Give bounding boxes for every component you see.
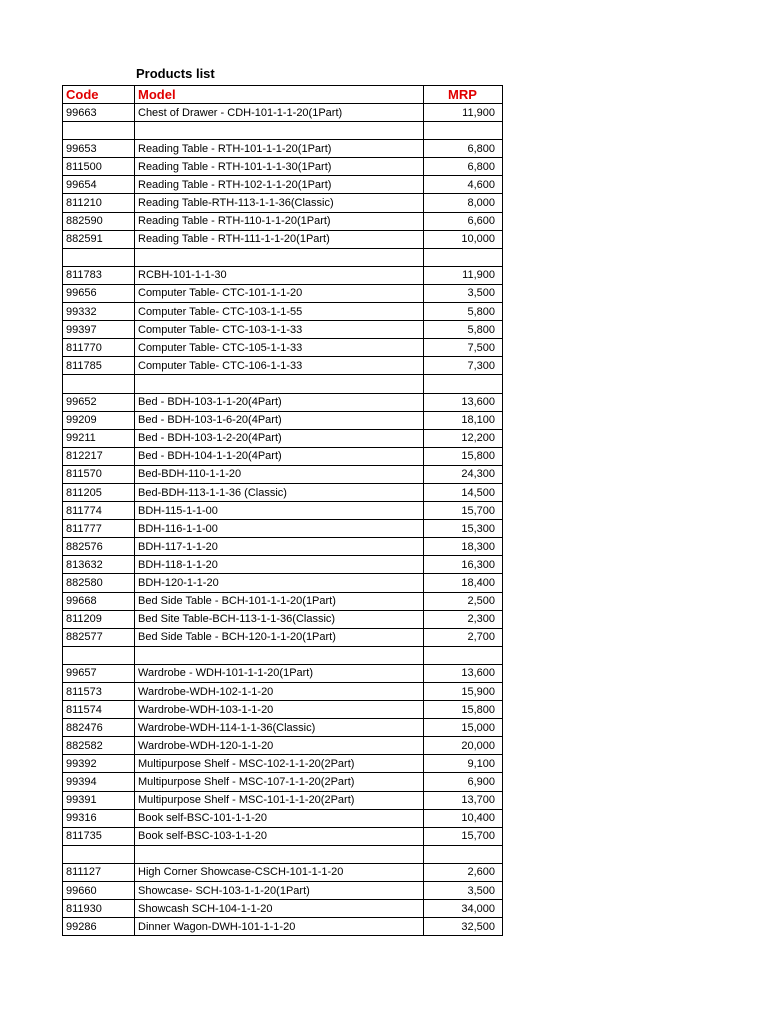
table-row (63, 339, 503, 357)
cell-mrp: 3,500 (424, 882, 503, 900)
cell-code: 811783 (63, 266, 135, 284)
cell-mrp: 18,400 (424, 574, 503, 592)
cell-model (135, 845, 424, 863)
cell-code: 811930 (63, 900, 135, 918)
table-row-blank (63, 248, 503, 266)
table-row (63, 538, 503, 556)
cell-model: High Corner Showcase-CSCH-101-1-1-20 (135, 863, 424, 881)
cell-mrp: 12,200 (424, 429, 503, 447)
cell-code (63, 122, 135, 140)
table-row (63, 411, 503, 429)
cell-mrp: 6,900 (424, 773, 503, 791)
cell-code (63, 248, 135, 266)
cell-code: 811127 (63, 863, 135, 881)
table-row (63, 900, 503, 918)
table-row (63, 755, 503, 773)
table-row (63, 863, 503, 881)
cell-code: 99656 (63, 284, 135, 302)
cell-model: Reading Table - RTH-111-1-1-20(1Part) (135, 230, 424, 248)
cell-model: Reading Table-RTH-113-1-1-36(Classic) (135, 194, 424, 212)
table-row (63, 791, 503, 809)
table-row-blank (63, 646, 503, 664)
header-code: Code (63, 86, 135, 104)
cell-mrp: 2,700 (424, 628, 503, 646)
page-title: Products list (136, 66, 215, 81)
cell-code: 882576 (63, 538, 135, 556)
cell-code: 99397 (63, 321, 135, 339)
cell-mrp: 15,700 (424, 502, 503, 520)
table-row (63, 664, 503, 682)
cell-model (135, 375, 424, 393)
cell-code: 99653 (63, 140, 135, 158)
cell-mrp: 32,500 (424, 918, 503, 936)
cell-code: 882577 (63, 628, 135, 646)
table-row (63, 357, 503, 375)
table-row (63, 393, 503, 411)
table-row (63, 719, 503, 737)
cell-model: Wardrobe - WDH-101-1-1-20(1Part) (135, 664, 424, 682)
cell-code: 99286 (63, 918, 135, 936)
products-table (62, 85, 503, 936)
cell-code: 811735 (63, 827, 135, 845)
cell-model (135, 646, 424, 664)
cell-mrp: 6,800 (424, 140, 503, 158)
table-row (63, 882, 503, 900)
cell-mrp: 7,500 (424, 339, 503, 357)
cell-mrp: 15,300 (424, 520, 503, 538)
header-mrp: MRP (424, 86, 503, 104)
table-row (63, 701, 503, 719)
cell-model: BDH-120-1-1-20 (135, 574, 424, 592)
table-row (63, 520, 503, 538)
cell-code: 811770 (63, 339, 135, 357)
cell-model: Book self-BSC-103-1-1-20 (135, 827, 424, 845)
cell-mrp: 18,300 (424, 538, 503, 556)
table-row (63, 809, 503, 827)
table-row (63, 827, 503, 845)
cell-code: 882580 (63, 574, 135, 592)
cell-code: 99654 (63, 176, 135, 194)
cell-model (135, 248, 424, 266)
cell-mrp: 16,300 (424, 556, 503, 574)
table-row (63, 104, 503, 122)
cell-code: 882590 (63, 212, 135, 230)
cell-mrp: 14,500 (424, 483, 503, 501)
cell-code: 99391 (63, 791, 135, 809)
cell-mrp: 20,000 (424, 737, 503, 755)
cell-model: Bed-BDH-110-1-1-20 (135, 465, 424, 483)
cell-model: Chest of Drawer - CDH-101-1-1-20(1Part) (135, 104, 424, 122)
cell-code: 882582 (63, 737, 135, 755)
cell-model: Computer Table- CTC-106-1-1-33 (135, 357, 424, 375)
cell-mrp (424, 375, 503, 393)
cell-model: Computer Table- CTC-105-1-1-33 (135, 339, 424, 357)
cell-mrp: 2,600 (424, 863, 503, 881)
cell-mrp: 34,000 (424, 900, 503, 918)
cell-mrp: 15,700 (424, 827, 503, 845)
cell-model: Showcase- SCH-103-1-1-20(1Part) (135, 882, 424, 900)
cell-mrp: 15,800 (424, 701, 503, 719)
cell-code: 811570 (63, 465, 135, 483)
header-model: Model (135, 86, 424, 104)
cell-model: BDH-118-1-1-20 (135, 556, 424, 574)
cell-mrp: 5,800 (424, 303, 503, 321)
cell-model: Multipurpose Shelf - MSC-107-1-1-20(2Part) (135, 773, 424, 791)
table-row (63, 140, 503, 158)
table-row (63, 429, 503, 447)
cell-mrp: 13,600 (424, 393, 503, 411)
cell-mrp: 13,600 (424, 664, 503, 682)
cell-mrp: 24,300 (424, 465, 503, 483)
cell-mrp: 15,900 (424, 683, 503, 701)
cell-code: 99660 (63, 882, 135, 900)
cell-code: 811209 (63, 610, 135, 628)
cell-mrp: 11,900 (424, 266, 503, 284)
cell-code: 882591 (63, 230, 135, 248)
cell-model: Bed Site Table-BCH-113-1-1-36(Classic) (135, 610, 424, 628)
cell-code (63, 375, 135, 393)
table-row (63, 158, 503, 176)
cell-model: Wardrobe-WDH-120-1-1-20 (135, 737, 424, 755)
table-row (63, 176, 503, 194)
cell-code (63, 845, 135, 863)
cell-mrp: 18,100 (424, 411, 503, 429)
cell-model: BDH-117-1-1-20 (135, 538, 424, 556)
cell-model: Bed - BDH-104-1-1-20(4Part) (135, 447, 424, 465)
cell-code: 811500 (63, 158, 135, 176)
cell-mrp: 2,300 (424, 610, 503, 628)
cell-mrp: 11,900 (424, 104, 503, 122)
cell-model: RCBH-101-1-1-30 (135, 266, 424, 284)
cell-model (135, 122, 424, 140)
cell-code: 811205 (63, 483, 135, 501)
cell-model: Reading Table - RTH-102-1-1-20(1Part) (135, 176, 424, 194)
table-row (63, 465, 503, 483)
table-row-blank (63, 122, 503, 140)
table-row (63, 574, 503, 592)
table-row (63, 556, 503, 574)
table-row-blank (63, 375, 503, 393)
cell-model: Bed Side Table - BCH-101-1-1-20(1Part) (135, 592, 424, 610)
cell-mrp (424, 122, 503, 140)
cell-code: 99652 (63, 393, 135, 411)
cell-code: 99657 (63, 664, 135, 682)
cell-model: Reading Table - RTH-101-1-1-30(1Part) (135, 158, 424, 176)
cell-mrp: 5,800 (424, 321, 503, 339)
table-row (63, 773, 503, 791)
cell-code: 811574 (63, 701, 135, 719)
cell-code: 99668 (63, 592, 135, 610)
table-row (63, 683, 503, 701)
table-row (63, 592, 503, 610)
table-row (63, 737, 503, 755)
cell-mrp: 7,300 (424, 357, 503, 375)
cell-model: Computer Table- CTC-101-1-1-20 (135, 284, 424, 302)
cell-mrp: 2,500 (424, 592, 503, 610)
table-row (63, 230, 503, 248)
cell-model: Computer Table- CTC-103-1-1-55 (135, 303, 424, 321)
cell-model: Bed - BDH-103-1-6-20(4Part) (135, 411, 424, 429)
table-row (63, 628, 503, 646)
cell-mrp (424, 646, 503, 664)
cell-code: 811785 (63, 357, 135, 375)
cell-model: Wardrobe-WDH-102-1-1-20 (135, 683, 424, 701)
cell-code: 811777 (63, 520, 135, 538)
cell-model: Bed - BDH-103-1-2-20(4Part) (135, 429, 424, 447)
cell-model: BDH-116-1-1-00 (135, 520, 424, 538)
cell-code: 811210 (63, 194, 135, 212)
cell-mrp: 6,600 (424, 212, 503, 230)
table-row (63, 284, 503, 302)
table-row (63, 502, 503, 520)
cell-model: Multipurpose Shelf - MSC-101-1-1-20(2Part) (135, 791, 424, 809)
cell-mrp: 3,500 (424, 284, 503, 302)
cell-code: 882476 (63, 719, 135, 737)
cell-model: Dinner Wagon-DWH-101-1-1-20 (135, 918, 424, 936)
cell-model: Book self-BSC-101-1-1-20 (135, 809, 424, 827)
header-row (63, 86, 503, 104)
table-row (63, 212, 503, 230)
cell-model: Bed - BDH-103-1-1-20(4Part) (135, 393, 424, 411)
cell-mrp: 4,600 (424, 176, 503, 194)
cell-mrp: 10,000 (424, 230, 503, 248)
cell-model: Multipurpose Shelf - MSC-102-1-1-20(2Part) (135, 755, 424, 773)
table-row-blank (63, 845, 503, 863)
cell-model: Showcash SCH-104-1-1-20 (135, 900, 424, 918)
table-row (63, 321, 503, 339)
cell-mrp: 15,000 (424, 719, 503, 737)
cell-mrp: 6,800 (424, 158, 503, 176)
cell-mrp: 8,000 (424, 194, 503, 212)
cell-model: BDH-115-1-1-00 (135, 502, 424, 520)
cell-mrp: 9,100 (424, 755, 503, 773)
cell-model: Wardrobe-WDH-103-1-1-20 (135, 701, 424, 719)
cell-model: Computer Table- CTC-103-1-1-33 (135, 321, 424, 339)
cell-model: Bed-BDH-113-1-1-36 (Classic) (135, 483, 424, 501)
table-row (63, 918, 503, 936)
cell-code: 99211 (63, 429, 135, 447)
cell-mrp: 10,400 (424, 809, 503, 827)
cell-mrp (424, 845, 503, 863)
cell-mrp (424, 248, 503, 266)
cell-model: Wardrobe-WDH-114-1-1-36(Classic) (135, 719, 424, 737)
table-row (63, 194, 503, 212)
table-row (63, 483, 503, 501)
cell-code: 813632 (63, 556, 135, 574)
cell-code (63, 646, 135, 664)
cell-model: Reading Table - RTH-110-1-1-20(1Part) (135, 212, 424, 230)
table-row (63, 610, 503, 628)
cell-code: 811573 (63, 683, 135, 701)
cell-mrp: 15,800 (424, 447, 503, 465)
cell-code: 99332 (63, 303, 135, 321)
cell-mrp: 13,700 (424, 791, 503, 809)
table-row (63, 303, 503, 321)
cell-model: Bed Side Table - BCH-120-1-1-20(1Part) (135, 628, 424, 646)
table-row (63, 447, 503, 465)
cell-code: 99663 (63, 104, 135, 122)
table-row (63, 266, 503, 284)
cell-model: Reading Table - RTH-101-1-1-20(1Part) (135, 140, 424, 158)
cell-code: 812217 (63, 447, 135, 465)
cell-code: 99316 (63, 809, 135, 827)
cell-code: 99209 (63, 411, 135, 429)
cell-code: 99392 (63, 755, 135, 773)
cell-code: 99394 (63, 773, 135, 791)
cell-code: 811774 (63, 502, 135, 520)
